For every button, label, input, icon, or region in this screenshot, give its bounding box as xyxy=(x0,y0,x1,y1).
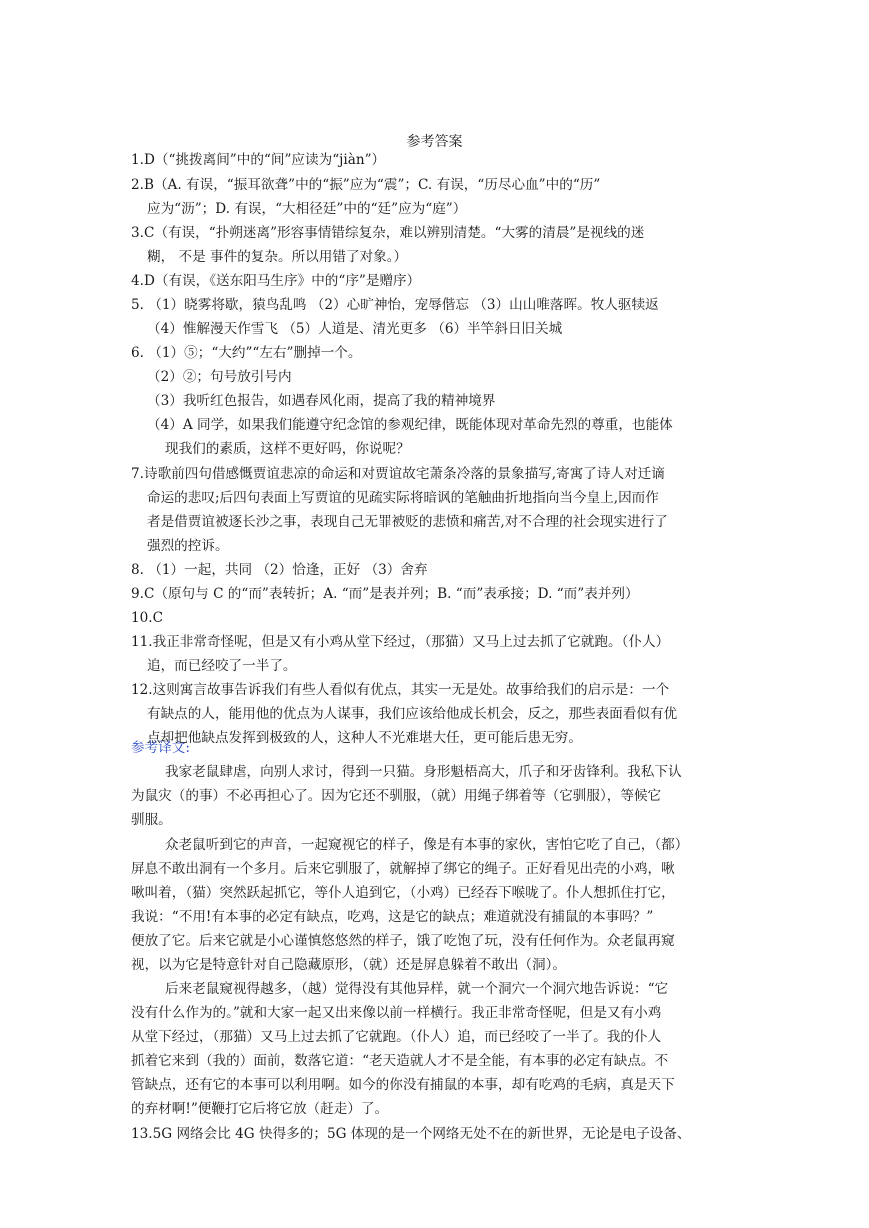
text-line: 者是借贾谊被逐长沙之事，表现自己无罪被贬的悲愤和痛苦,对不合理的社会现实进行了 xyxy=(147,514,668,530)
text-line: 管缺点，还有它的本事可以利用啊。如今的你没有捕鼠的本事，却有吃鸡的毛病，真是天下 xyxy=(131,1077,675,1093)
text-line: 追，而已经咬了一半了。 xyxy=(147,658,297,674)
text-line: 现我们的素质，这样不更好吗，你说呢？ xyxy=(165,441,410,457)
text-line: 命运的悲叹;后四句表面上写贾谊的见疏实际将暗讽的笔触曲折地指向当今皇上,因而作 xyxy=(147,490,659,506)
text-line: 我家老鼠肆虐，向别人求讨，得到一只猫。身形魁梧高大，爪子和牙齿锋利。我私下认 xyxy=(165,764,682,780)
text-line: 后来老鼠窥视得越多，（越）觉得没有其他异样，就一个洞穴一个洞穴地告诉说：“它 xyxy=(165,981,669,997)
text-line: 没有什么作为的。”就和大家一起又出来像以前一样横行。我正非常奇怪呢，但是又有小鸡 xyxy=(131,1005,662,1021)
text-line: 啾叫着，（猫）突然跃起抓它，等仆人追到它，（小鸡）已经吞下喉咙了。仆人想抓住打它， xyxy=(131,885,675,901)
text-line: 屏息不敢出洞有一个多月。后来它驯服了，就解掉了绑它的绳子。正好看见出壳的小鸡，啾 xyxy=(131,861,675,877)
text-line: 抓着它来到（我的）面前，数落它道：“老天造就人才不是全能，有本事的必定有缺点。不 xyxy=(131,1053,669,1069)
text-line: 应为“沥”；D. 有误，“大相径廷”中的“廷”应为“庭”） xyxy=(147,201,467,217)
text-line: 5. （1）晓雾将歇，猿鸟乱鸣 （2）心旷神怡，宠辱偕忘 （3）山山唯落晖。牧人驱犊返 xyxy=(131,297,659,313)
text-line: 我说：“不用!有本事的必定有缺点，吃鸡，这是它的缺点；难道就没有捕鼠的本事吗？” xyxy=(131,909,654,925)
text-line: 从堂下经过，（那猫）又马上过去抓了它就跑。（仆人）追，而已经咬了一半了。我的仆人 xyxy=(131,1029,662,1045)
translation-heading: 参考译文: xyxy=(131,740,190,756)
text-line: 3.C（有误，“扑朔迷离”形容事情错综复杂，难以辨别清楚。“大雾的清晨”是视线的迷 xyxy=(131,225,645,241)
text-line: 2.B（A. 有误，“振耳欲聋”中的“振”应为“震”；C. 有误，“历尽心血”中的“历” xyxy=(131,177,601,193)
text-line: 糊， 不是 事件的复杂。所以用错了对象。） xyxy=(147,249,408,265)
text-line: 12.这则寓言故事告诉我们有些人看似有优点，其实一无是处。故事给我们的启示是：一个 xyxy=(131,682,670,698)
text-line: 的弃材啊!”便鞭打它后将它放（赶走）了。 xyxy=(131,1101,389,1117)
text-line: 13.5G 网络会比 4G 快得多的；5G 体现的是一个网络无处不在的新世界，无论是电子设备、 xyxy=(131,1126,691,1142)
text-line: 1.D（“挑拨离间”中的“间”应读为“jiàn”） xyxy=(131,152,386,168)
text-line: （2）②；句号放引号内 xyxy=(147,369,292,385)
text-line: （4）惟解漫天作雪飞 （5）人道是、清光更多 （6）半竿斜日旧关城 xyxy=(147,321,563,337)
text-line: 点却把他缺点发挥到极致的人，这种人不光难堪大任，更可能后患无穷。 xyxy=(147,730,582,746)
text-line: （3）我听红色报告，如遇春风化雨，提高了我的精神境界 xyxy=(147,393,496,409)
text-line: 6. （1）⑤；“大约”“左右”删掉一个。 xyxy=(131,345,362,361)
text-line: 众老鼠听到它的声音，一起窥视它的样子，像是有本事的家伙，害怕它吃了自己，（都） xyxy=(165,837,689,853)
text-line: 强烈的控诉。 xyxy=(147,538,229,554)
text-line: 视，以为它是特意针对自己隐藏原形，（就）还是屏息躲着不敢出（洞）。 xyxy=(131,957,566,973)
text-line: 8. （1）一起，共同 （2）恰逢，正好 （3）舍弃 xyxy=(131,562,428,578)
text-line: 有缺点的人，能用他的优点为人谋事，我们应该给他成长机会，反之，那些表面看似有优 xyxy=(147,706,678,722)
text-line: 11.我正非常奇怪呢，但是又有小鸡从堂下经过，（那猫）又马上过去抓了它就跑。（仆人） xyxy=(131,634,670,650)
text-line: 便放了它。后来它就是小心谨慎悠悠然的样子，饿了吃饱了玩，没有任何作为。众老鼠再窥 xyxy=(131,933,675,949)
text-line: 9.C（原句与 C 的“而”表转折；A. “而”是表并列；B. “而”表承接；D. “而”表并列） xyxy=(131,586,639,602)
text-line: （4）A 同学，如果我们能遵守纪念馆的参观纪律，既能体现对革命先烈的尊重，也能体 xyxy=(147,417,673,433)
text-line: 7.诗歌前四句借感慨贾谊悲凉的命运和对贾谊故宅萧条冷落的景象描写,寄寓了诗人对迁谪 xyxy=(131,466,665,482)
text-line: 驯服。 xyxy=(131,812,172,828)
text-line: 4.D（有误，《送东阳马生序》中的“序”是赠序） xyxy=(131,273,421,289)
page-title: 参考答案 xyxy=(406,134,463,150)
text-line: 为鼠灾（的事）不必再担心了。因为它还不驯服，（就）用绳子绑着等（它驯服），等候它 xyxy=(131,788,662,804)
text-line: 10.C xyxy=(131,610,164,626)
